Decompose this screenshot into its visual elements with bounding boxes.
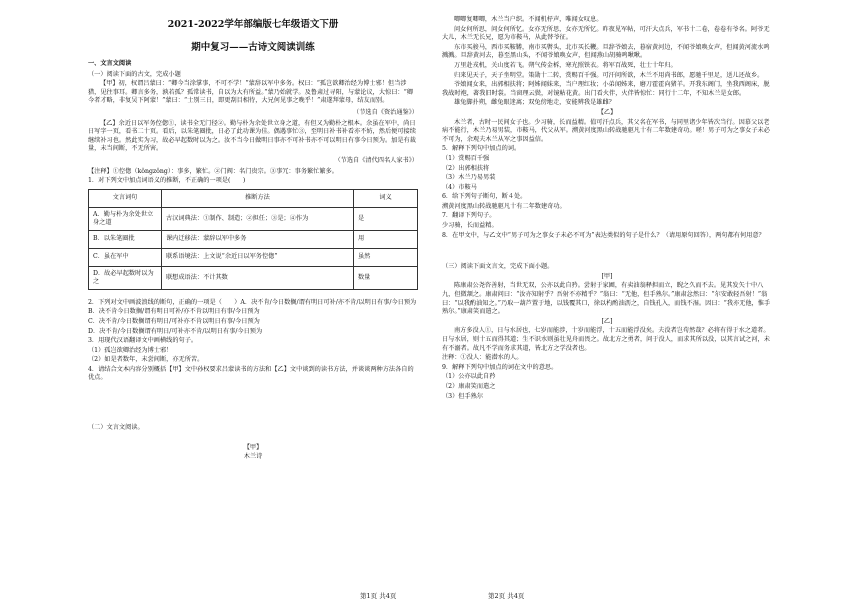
table-row [89, 248, 418, 266]
question-9-item: （1）公亦以此自矜 [442, 373, 496, 381]
poem-stanza: 问女何所思，问女何所忆。女亦无所思，女亦无所忆。昨夜见军帖，可汗大点兵，军书十二卷，卷卷有爷名。阿爷无大儿，木兰无长兄，愿为市鞍马，从此替爷征。 [442, 25, 770, 42]
table-header-cell: 文言词句 [89, 189, 162, 207]
doc-title-line1: 2021-2022学年部编版七年级语文下册 [167, 19, 339, 30]
left-column [88, 16, 418, 584]
table-cell: 联系语境法：上文说“余近日以军务倥偬” [162, 248, 354, 266]
question-5-item: （3）木兰乃易男装 [442, 174, 496, 182]
table-row [89, 207, 418, 230]
question-6-text: 溯黄河度黑山转战驰驱凡十有二年数建奇功。 [442, 202, 566, 210]
table-row [89, 230, 418, 248]
table-cell: C．虽在军中 [89, 248, 162, 266]
passage-jia2-label: 【甲】 [243, 443, 263, 451]
passage-jia2-title: 木兰诗 [243, 453, 263, 461]
table-cell: B．以朱笔圈批 [89, 230, 162, 248]
passage-yi-source: （节选自《清代四名人家书》） [334, 156, 418, 164]
question-3-item-1: （1）孤岂欲卿治经为博士邪！ [88, 346, 173, 354]
poem-stanza: 东市买骏马，西市买鞍鞯，南市买辔头，北市买长鞭。旦辞爷娘去，暮宿黄河边，不闻爷娘唤女声，但闻黄河流水鸣溅溅。旦辞黄河去，暮至黑山头，不闻爷娘唤女声，但闻燕山胡骑鸣啾啾。 [442, 43, 770, 60]
table-row [89, 266, 418, 289]
table-cell: 数量 [354, 266, 418, 289]
passage-yi2: 木兰者，古时一民间女子也。少习骑，长而益精。值可汗点兵，其父名在军书，与同里诸少年皆次当行。因慕父以老病不能行，木兰乃易男装，市鞍马，代父从军。溯黄河度黑山转战驰驱凡十有二年数建奇功。嗟！男子可为之事女子未必不可为，余观夫木兰从军之事因益信。 [442, 118, 770, 143]
question-5-item: （2）出郭相扶将 [442, 164, 490, 172]
passage-jia-source: （节选自《资治通鉴》） [353, 108, 418, 116]
passage-yi: 【乙】余近日以军务倥偬①，读书全无门径②。勤与朴为余处世立身之道，有但又为勤朴之根本。余虽在军中，尚日日写字一页，看书二十页。看后，以朱笔圈批，日必了此功课为佳。偶遇事忙③，至明日补书补看亦不妨，然后便可接续继续补习也。然此实为习，故必早起数时以为之。汝不当今日做明日事亦不可补书亦不可以明日有事今日预为。加是有裁量，未当间断，不无所害。 [88, 119, 416, 153]
passage-yi3-note: 注释：①没人：能潜水的人。 [442, 354, 523, 362]
right-column [442, 16, 772, 584]
question-9-item: （2）康肃笑而遣之 [442, 382, 496, 390]
passage-jia: 【甲】初，权谓吕蒙曰：“卿今当涂掌事，不可不学！”蒙辞以军中多务。权曰：“孤岂欲卿治经为博士邪！但当涉猎，见往事耳。卿言多务，孰若孤？孤常读书，自以为大有所益。”蒙乃始就学。及鲁肃过寻阳，与蒙论议，大惊曰：“卿今者才略，非复吴下阿蒙！”蒙曰：“士别三日，即更刮目相待，大兄何见事之晚乎！”肃遂拜蒙母，结友而别。 [88, 80, 413, 105]
question-4: 4．请结合文本内容分别概括【甲】文中孙权要求吕蒙读书的方法和【乙】文中谈到的读书方法，并谈谈两种方法各自的优点。 [88, 365, 414, 382]
question-2-option-c: C．决不肯/今日数搁谓有明日/可补亦不肯以明日有事/今日预为 [88, 317, 260, 325]
subsection-3: （三）阅读下面文言文，完成下面小题。 [442, 263, 554, 271]
page-number-right: 第2页 共4页 [488, 592, 525, 600]
table-cell: 古汉词典法：①制作、制造；②担任；③是；④作为 [162, 207, 354, 230]
question-5-item: （1）赏赐百千强 [442, 154, 490, 162]
table-cell: 是 [354, 207, 418, 230]
question-5-item: （4）市鞍马 [442, 183, 477, 191]
table-cell: D．故必早起数时以为之 [89, 266, 162, 289]
subsection-1: （一）阅读下面的古文，完成小题 [88, 70, 181, 78]
passage-yi3-label: [乙] [601, 317, 613, 325]
table-header-cell: 推断方法 [162, 189, 354, 207]
table-cell: 课内迁移法：蒙辞以军中多务 [162, 230, 354, 248]
question-1: 1．对下列文中加点词语义的推断，不正确的一项是( ) [88, 177, 246, 185]
passage-jia3-label: [甲] [601, 272, 613, 280]
question-9: 9．解释下列句中加点的词在文中的意思。 [442, 363, 558, 371]
question-7-text: 少习骑，长而益精。 [442, 222, 498, 230]
table-header-row [89, 189, 418, 207]
question-6: 6．给下列句子断句，断４处。 [442, 193, 527, 201]
page-number-left: 第1页 共4页 [360, 592, 397, 600]
question-5: 5．解释下列句中加点的词。 [442, 145, 521, 153]
table-cell: 虽然 [354, 248, 418, 266]
passage-yi3: 南方多没人①，日与水居也，七岁而能涉，十岁而能浮，十五而能浮没矣。夫没者岂苟然哉？必将有得于水之道者。日与水居，则十五而得其道；生不识水则虽壮见舟而畏之。故北方之勇者，问于没人，而求其所以没，以其言试之河，未有不溺者。故凡不学而务求其道，皆北方之学没者也。 [442, 327, 770, 352]
section-heading-1: 一、文言文阅读 [88, 60, 132, 67]
question-2-option-b: B．决不肯今日数搁/谓有明日可补/亦不肯以明日有事/今日预为 [88, 308, 260, 316]
passage-yi2-label: 【乙】 [597, 108, 617, 116]
question-2: 2．下列对文中画波浪线的断句，正确的一项是（ ）A．决不肯/今日数搁/谓有明日可补/亦不肯/以明日有事/今日预为 [88, 298, 417, 306]
question-3-item-2: （2）如是者数年，未尝间断，亦无所苦。 [88, 356, 204, 364]
table-cell: 联想成语法：不计其数 [162, 266, 354, 289]
table-cell: A．勤与朴为余处世立身之道 [89, 207, 162, 230]
question-8: 8．在甲文中，与乙文中“男子可为之事女子未必不可为”表达类似的句子是什么？（请用原句回答），两句都有何用意？ [442, 231, 765, 239]
poem-stanza: 万里赴戎机，关山度若飞。朔气传金柝，寒光照铁衣。将军百战死，壮士十年归。 [454, 61, 677, 69]
passage-jia3: 陈康肃公尧咨善射，当世无双，公亦以此自矜。尝射于家圃，有卖油翁释担而立，睨之久而不去。见其发矢十中八九，但微颔之。康肃问曰：“汝亦知射乎？吾射不亦精乎？”翁曰：“无他，但手熟尔。”康肃忿然曰：“尔安敢轻吾射！”翁曰：“以我酌油知之。”乃取一葫芦置于地，以钱覆其口，徐以杓酌油沥之，自钱孔入，而钱不湿。因曰：“我亦无他，惟手熟尔。”康肃笑而遣之。 [442, 282, 771, 316]
notes: 【注释】①倥偬（kǒngzǒng）：事多，繁忙。②门阀：名门贵宗。③事冗：事务繁忙繁多。 [88, 167, 338, 175]
table-header-cell: 词义 [354, 189, 418, 207]
table-cell: 用 [354, 230, 418, 248]
question-2-option-d: D．决不肯/今日数搁谓有明日/可补亦不肯/以明日有事/今日预为 [88, 327, 263, 335]
question-7: 7．翻译下列句子。 [442, 212, 496, 220]
question-1-table [88, 189, 418, 290]
poem-stanza: 归来见天子，天子坐明堂。策勋十二转，赏赐百千强。可汗问所欲，木兰不用尚书郎，愿驰千里足，送儿还故乡。 [454, 71, 764, 79]
doc-title-line2: 期中复习——古诗文阅读训练 [191, 42, 315, 53]
poem-stanza: 唧唧复唧唧，木兰当户织。不闻机杼声，唯闻女叹息。 [454, 16, 603, 23]
question-3: 3．用现代汉语翻译文中画横线的句子。 [88, 337, 198, 345]
poem-stanza: 雄兔脚扑朔，雌兔眼迷离；双兔傍地走，安能辨我是雄雌？ [454, 99, 615, 107]
page-right [430, 0, 860, 608]
question-9-item: （3）但手熟尔 [442, 392, 484, 400]
poem-stanza: 爷娘闻女来，出郭相扶将；阿姊闻妹来，当户理红妆；小弟闻姊来，磨刀霍霍向猪羊。开我东阁门，坐我西阁床，脱我战时袍，著我旧时裳。当窗理云鬓，对镜帖花黄。出门看火伴，火伴皆惊忙：同行十二年，不知木兰是女郎。 [442, 81, 770, 97]
subsection-2: （二）文言文阅读。 [88, 424, 144, 432]
